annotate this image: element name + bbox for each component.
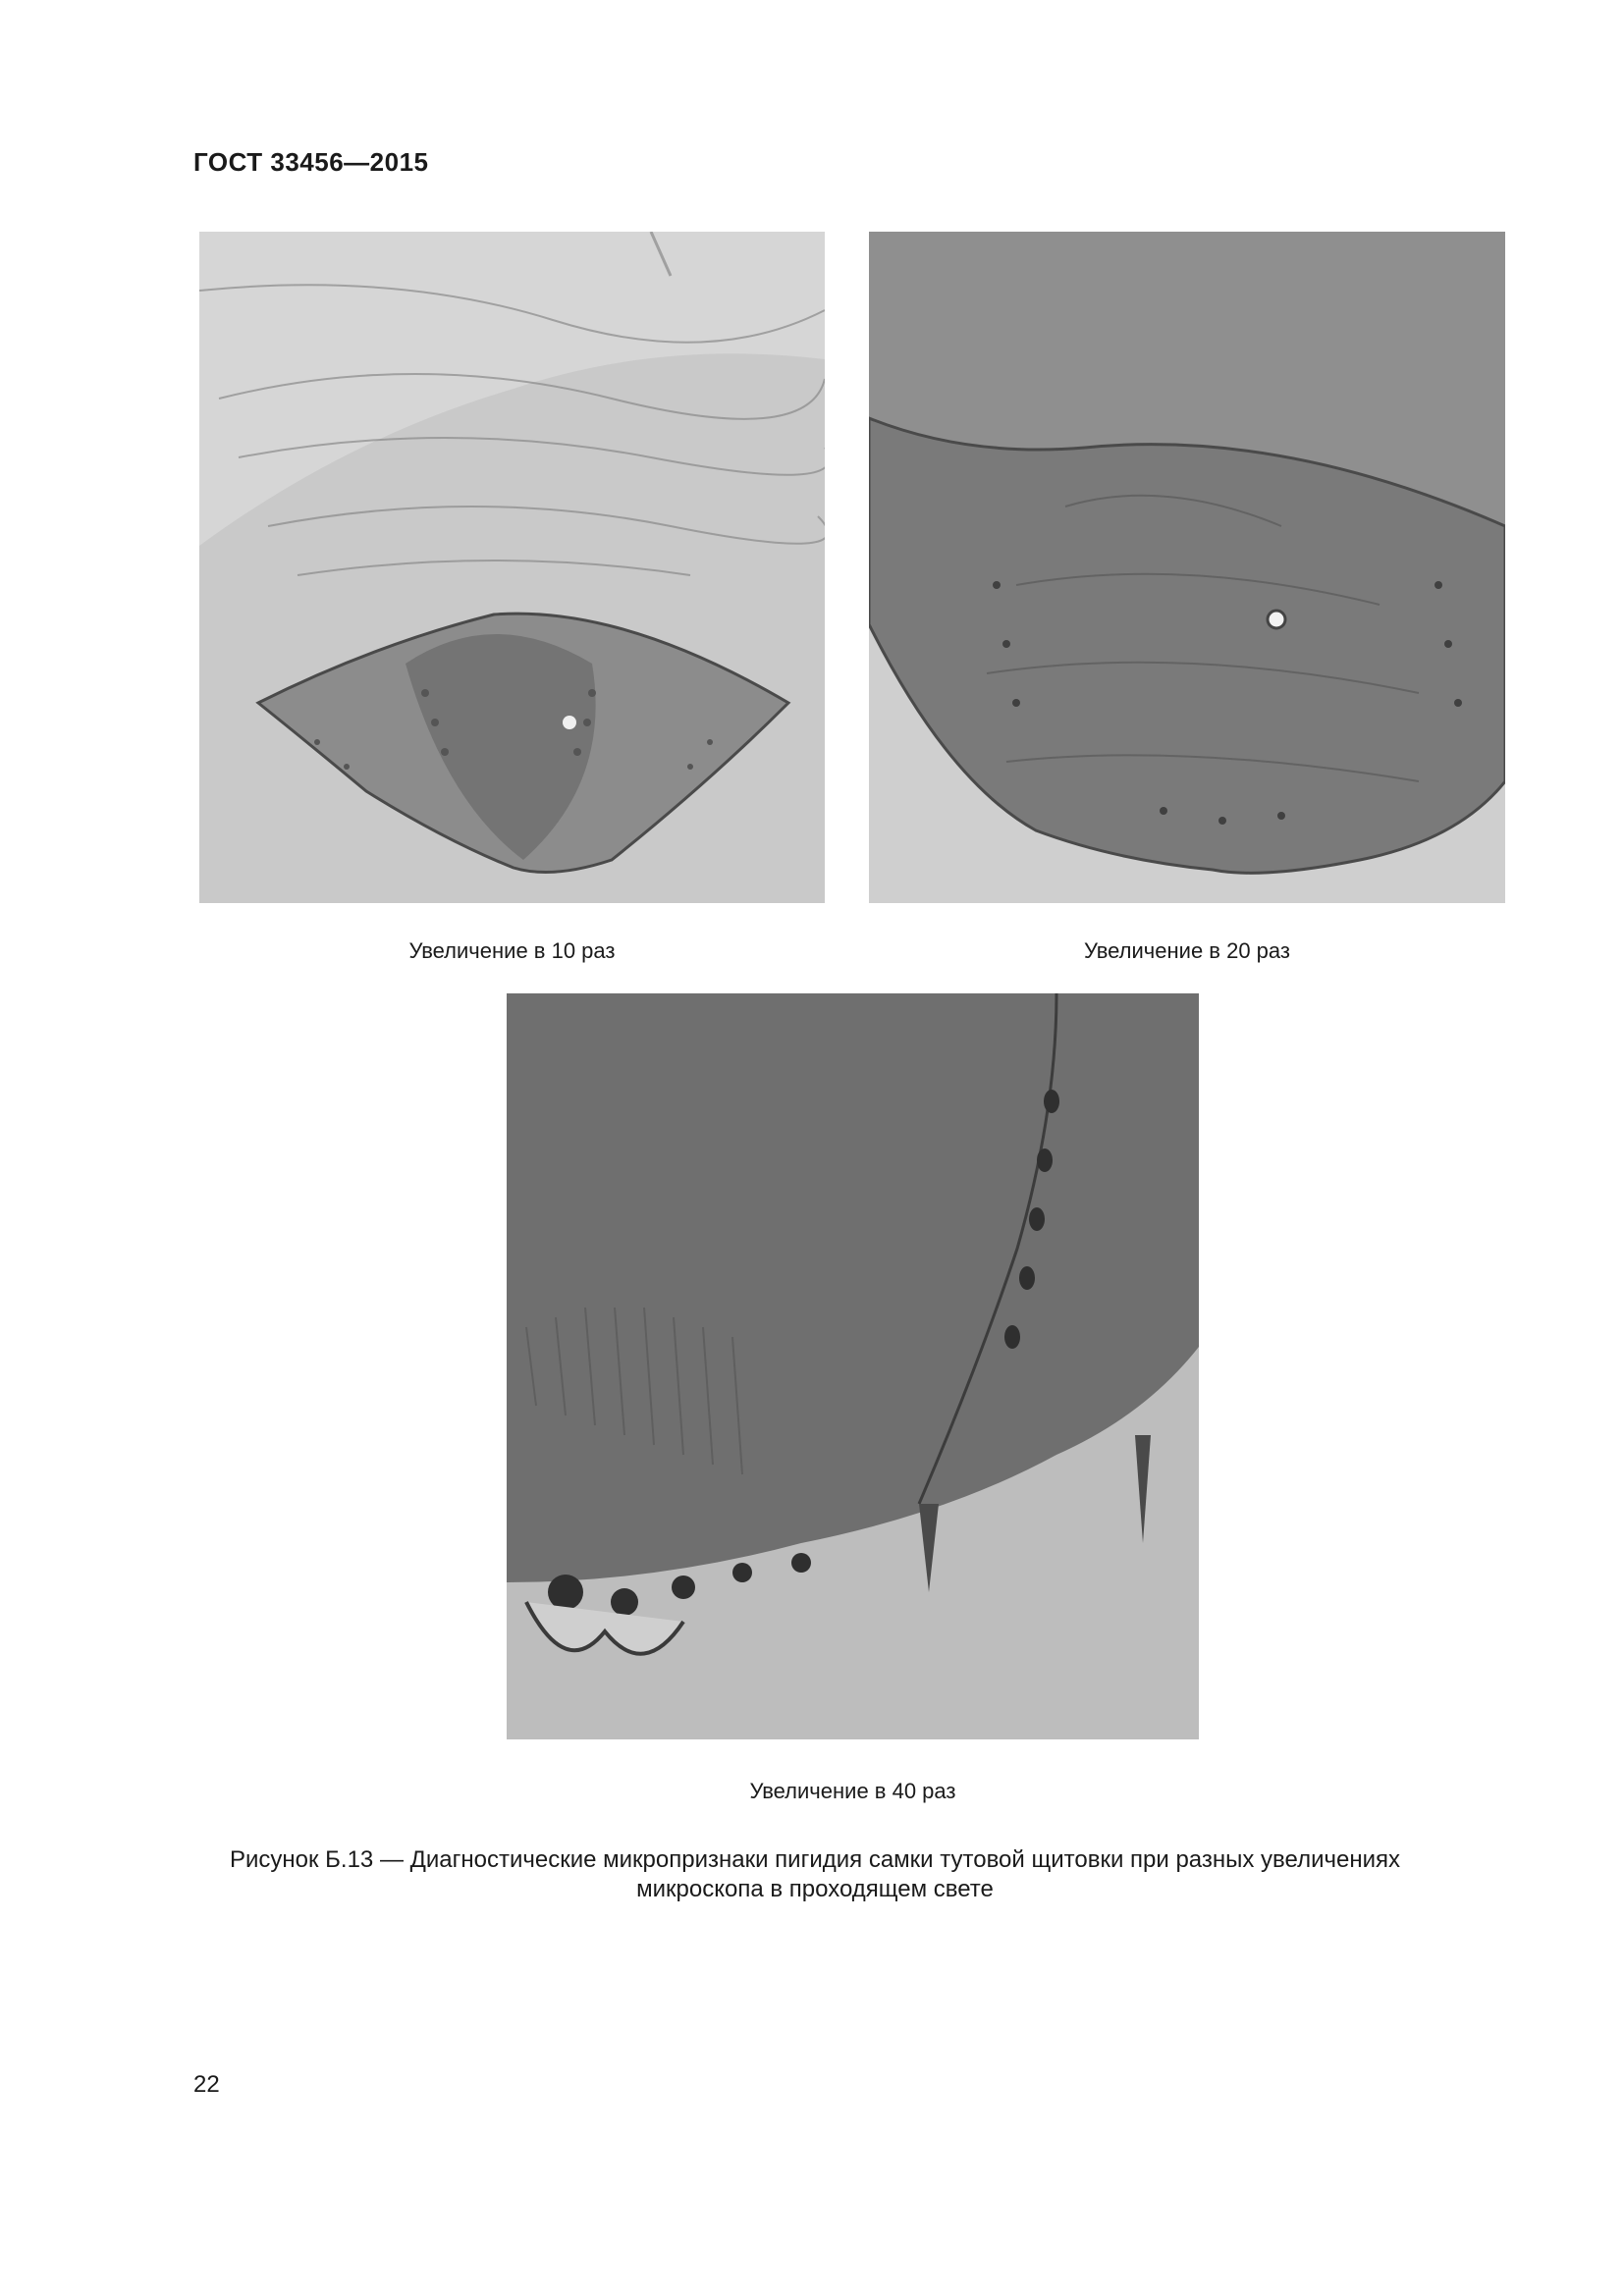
micrograph-10x [199,232,825,903]
micrograph-20x [869,232,1505,903]
figure-caption-line-1: Рисунок Б.13 — Диагностические микропризнаки пигидия самки тутовой щитовки при разных увеличениях [229,1846,1400,1873]
page-number: 22 [193,2071,220,2098]
figure-caption-20x: Увеличение в 20 раз [1084,938,1290,963]
figure-caption-40x: Увеличение в 40 раз [749,1779,956,1803]
figure-caption [196,1845,1434,1904]
figure-caption-10x: Увеличение в 10 раз [408,938,616,963]
micrograph-40x [507,993,1199,1739]
standard-designation: ГОСТ 33456—2015 [193,147,429,177]
figure-caption-line-2: микроскопа в проходящем свете [636,1876,994,1902]
